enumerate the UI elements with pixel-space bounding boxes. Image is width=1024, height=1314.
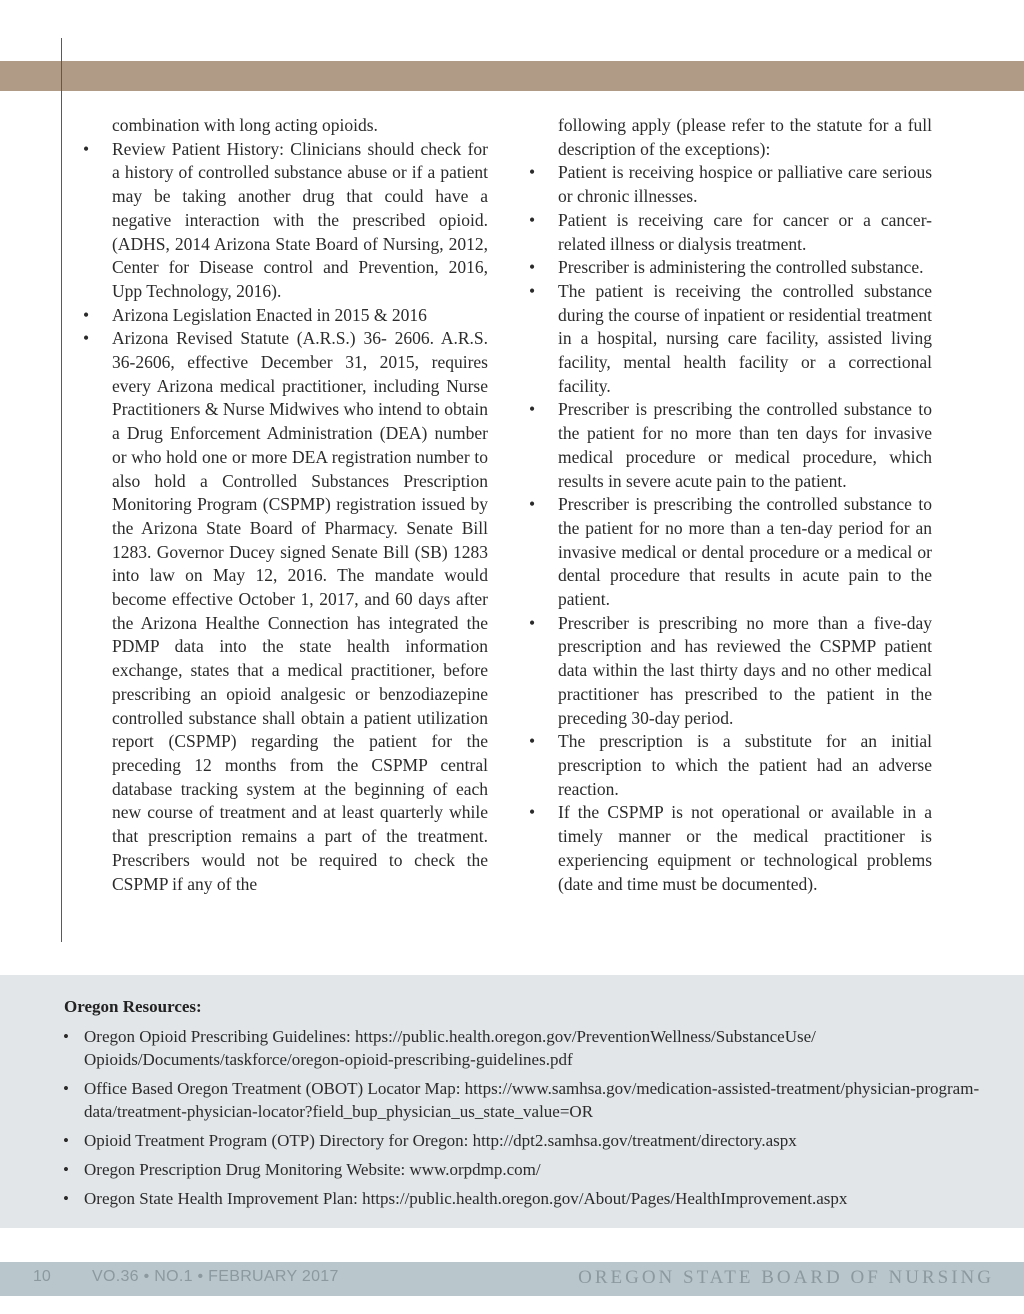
margin-rule xyxy=(61,38,62,942)
list-item: • The patient is receiving the controlled substance during the course of inpatient or residential treatment in a hospital, nursing care facility, assisted living facility, mental health facility or a correctional facility. xyxy=(558,280,932,399)
resource-item[interactable]: • Office Based Oregon Treatment (OBOT) Locator Map: https://www.samhsa.gov/medication-assisted-treatment/physician-program-data/treatment-physician-locator?field_bup_physician_us_state_value=OR xyxy=(84,1077,984,1123)
list-item: • If the CSPMP is not operational or available in a timely manner or the medical practitioner is experiencing equipment or technological problems (date and time must be documented). xyxy=(558,801,932,896)
left-bullet-list xyxy=(112,138,488,897)
resource-item[interactable]: • Oregon State Health Improvement Plan: https://public.health.oregon.gov/About/Pages/HealthImprovement.aspx xyxy=(84,1187,984,1210)
header-band xyxy=(0,61,1024,91)
list-item: • Review Patient History: Clinicians should check for a history of controlled substance abuse or if a patient may be taking another drug that could have a negative interaction with the prescribed opioid. (ADHS, 2014 Arizona State Board of Nursing, 2012, Center for Disease control and Prevention, 2016, Upp Technology, 2016). xyxy=(112,138,488,304)
page-footer xyxy=(0,1262,1024,1296)
list-item: • Prescriber is administering the controlled substance. xyxy=(558,256,932,280)
resource-item[interactable]: • Oregon Prescription Drug Monitoring Website: www.orpdmp.com/ xyxy=(84,1158,984,1181)
right-bullet-list xyxy=(558,161,932,896)
list-item: • Prescriber is prescribing no more than a five-day prescription and has reviewed the CSPMP patient data within the last thirty days and no other medical practitioner has prescribed to the patient in the preceding 30-day period. xyxy=(558,612,932,731)
list-item: • Arizona Legislation Enacted in 2015 & 2016 xyxy=(112,304,488,328)
list-item: • Arizona Revised Statute (A.R.S.) 36- 2606. A.R.S. 36-2606, effective December 31, 2015, requires every Arizona medical practitioner, including Nurse Practitioners & Nurse Midwives who intend to obtain a Drug Enforcement Administration (DEA) number or who hold one or more DEA registration number to also hold a Controlled Substances Prescription Monitoring Program (CSPMP) registration issued by the Arizona State Board of Pharmacy. Senate Bill 1283. Governor Ducey signed Senate Bill (SB) 1283 into law on May 12, 2016. The mandate would become effective October 1, 2017, and 60 days after the Arizona Healthe Connection has integrated the PDMP data into the state health information exchange, states that a medical practitioner, before prescribing an opioid analgesic or benzodiazepine controlled substance shall obtain a patient utilization report (CSPMP) regarding the patient for the preceding 12 months from the CSPMP central database tracking system at the beginning of each new course of treatment and at least quarterly while that prescription remains a part of the treatment. Prescribers would not be required to check the CSPMP if any of the xyxy=(112,327,488,896)
right-column xyxy=(558,114,932,896)
resource-item[interactable]: • Opioid Treatment Program (OTP) Directory for Oregon: http://dpt2.samhsa.gov/treatment/directory.aspx xyxy=(84,1129,984,1152)
resource-item[interactable]: • Oregon Opioid Prescribing Guidelines: https://public.health.oregon.gov/PreventionWellness/SubstanceUse/ Opioids/Documents/taskforce/oregon-opioid-prescribing-guidelines.pdf xyxy=(84,1025,984,1071)
resources-title: Oregon Resources: xyxy=(64,997,202,1016)
list-item: • Patient is receiving hospice or palliative care serious or chronic illnesses. xyxy=(558,161,932,208)
issue-info: VO.36 • NO.1 • FEBRUARY 2017 xyxy=(92,1268,339,1285)
list-item: • Prescriber is prescribing the controlled substance to the patient for no more than a ten-day period for an invasive medical or dental procedure or a medical or dental procedure that results in acute pain to the patient. xyxy=(558,493,932,612)
list-item: • Patient is receiving care for cancer or a cancer-related illness or dialysis treatment. xyxy=(558,209,932,256)
resources-list xyxy=(84,1025,984,1216)
list-item: • The prescription is a substitute for an initial prescription to which the patient had an adverse reaction. xyxy=(558,730,932,801)
page-number: 10 xyxy=(33,1268,51,1285)
right-intro: following apply (please refer to the statute for a full description of the exceptions): xyxy=(558,115,932,159)
left-column xyxy=(112,114,488,896)
oregon-resources-box xyxy=(0,975,1024,1228)
list-item: • Prescriber is prescribing the controlled substance to the patient for no more than ten days for invasive medical procedure or medical procedure, which results in severe acute pain to the patient. xyxy=(558,398,932,493)
left-intro: combination with long acting opioids. xyxy=(112,115,378,135)
publication-name: OREGON STATE BOARD OF NURSING xyxy=(578,1267,994,1288)
